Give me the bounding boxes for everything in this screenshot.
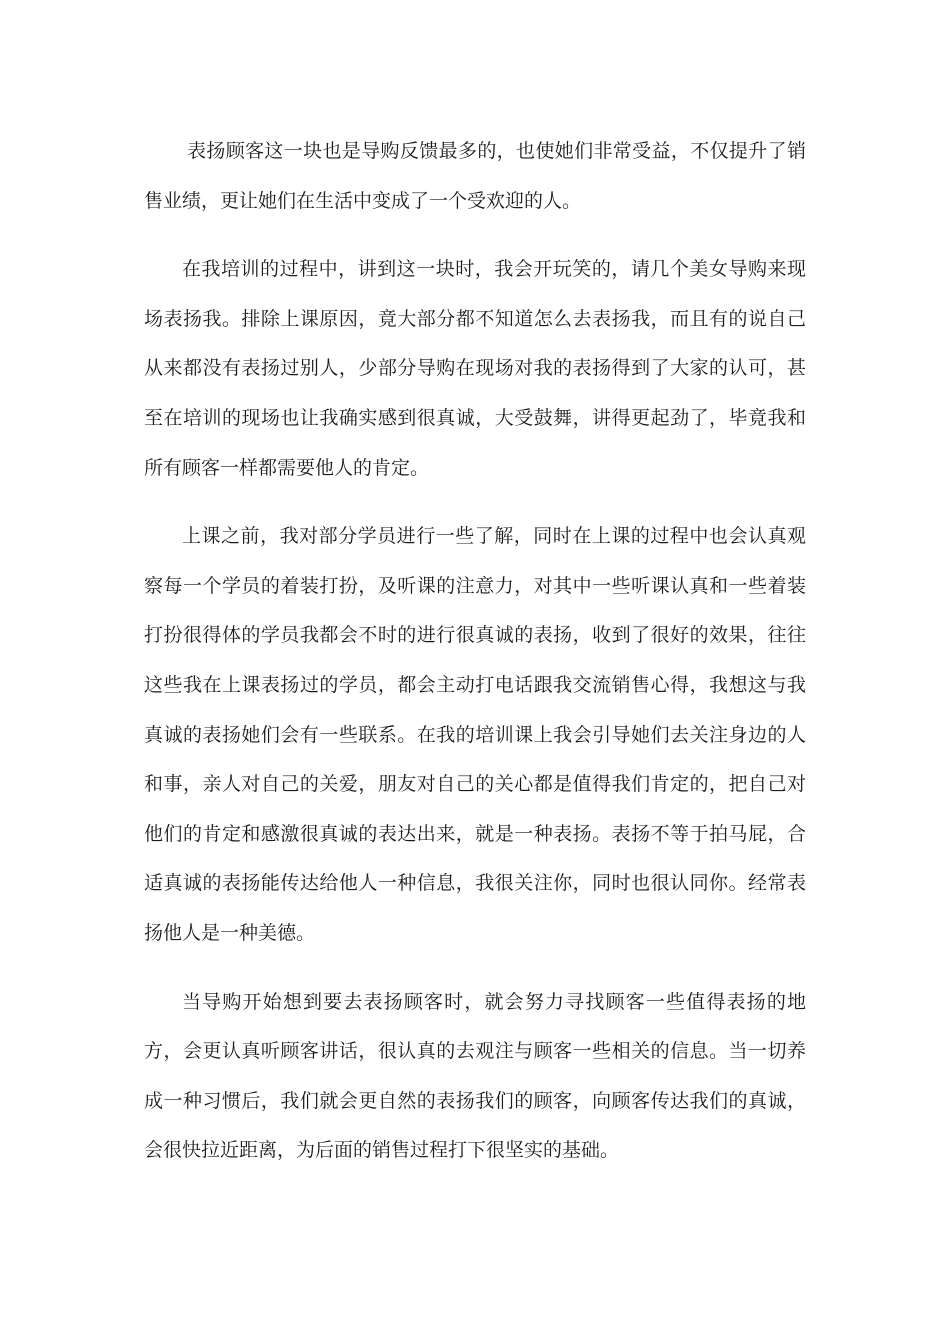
document-body [144, 127, 806, 1195]
paragraph-praise-customers: 表扬顾客这一块也是导购反馈最多的，也使她们非常受益，不仅提升了销售业绩，更让她们在生活中变成了一个受欢迎的人。 [144, 140, 806, 212]
paragraph-habit-forming: 当导购开始想到要去表扬顾客时，就会努力寻找顾客一些值得表扬的地方，会更认真听顾客讲话，很认真的去观注与顾客一些相关的信息。当一切养成一种习惯后，我们就会更自然的表扬我们的顾客，向顾客传达我们的真诚，会很快拉近距离，为后面的销售过程打下很坚实的基础。 [144, 990, 806, 1162]
paragraph-before-class: 上课之前，我对部分学员进行一些了解，同时在上课的过程中也会认真观察每一个学员的着装打扮，及听课的注意力，对其中一些听课认真和一些着装打扮很得体的学员我都会不时的进行很真诚的表扬，收到了很好的效果，往往这些我在上课表扬过的学员，都会主动打电话跟我交流销售心得，我想这与我真诚的表扬她们会有一些联系。在我的培训课上我会引导她们去关注身边的人和事，亲人对自己的关爱，朋友对自己的关心都是值得我们肯定的，把自己对他们的肯定和感激很真诚的表达出来，就是一种表扬。表扬不等于拍马屁，合适真诚的表扬能传达给他人一种信息，我很关注你，同时也很认同你。经常表扬他人是一种美德。 [144, 525, 806, 944]
paragraph-training-anecdote: 在我培训的过程中，讲到这一块时，我会开玩笑的，请几个美女导购来现场表扬我。排除上课原因，竟大部分都不知道怎么去表扬我，而且有的说自己从来都没有表扬过别人，少部分导购在现场对我的表扬得到了大家的认可，甚至在培训的现场也让我确实感到很真诚，大受鼓舞，讲得更起劲了，毕竟我和所有顾客一样都需要他人的肯定。 [144, 258, 806, 479]
